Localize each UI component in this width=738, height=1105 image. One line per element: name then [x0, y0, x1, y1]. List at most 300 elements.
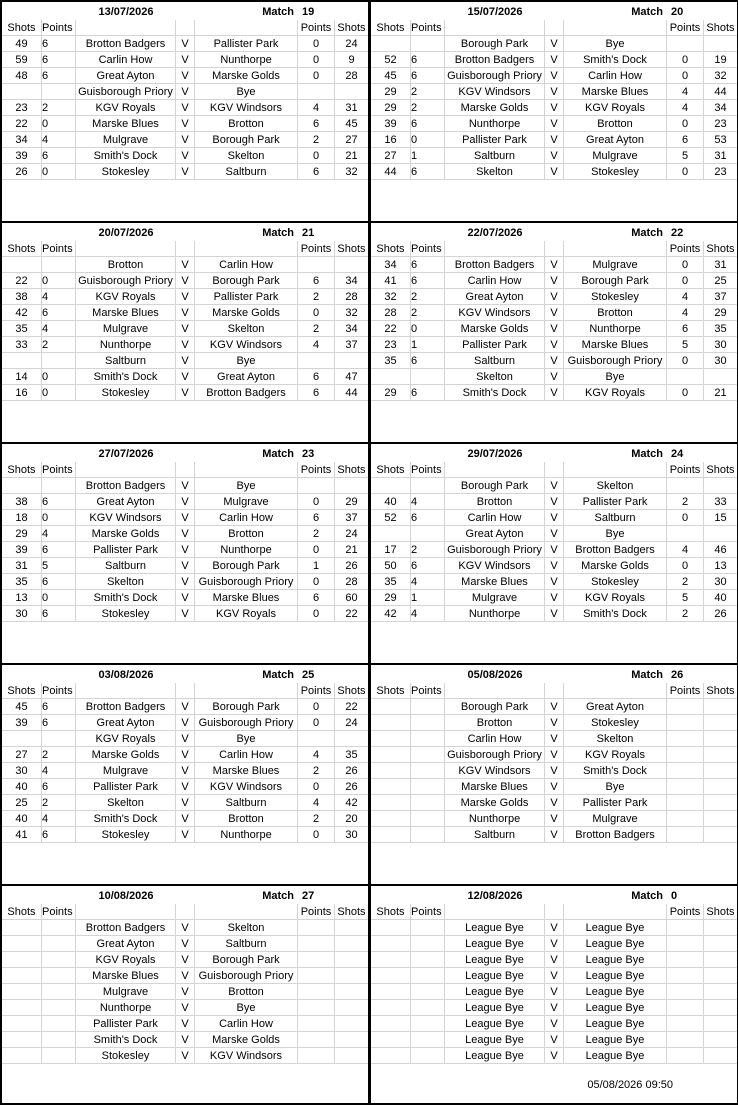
- versus: V: [545, 542, 564, 558]
- away-team: Carlin How: [195, 747, 298, 763]
- fixture-row: [2, 590, 368, 606]
- home-points: 6: [411, 385, 445, 401]
- away-shots: 29: [704, 305, 737, 321]
- versus: V: [545, 148, 564, 164]
- away-points: [667, 731, 704, 747]
- away-points: [667, 699, 704, 715]
- away-points: 4: [667, 289, 704, 305]
- away-shots: [335, 936, 368, 952]
- fixture-row: [371, 1000, 737, 1016]
- away-team: Saltburn: [195, 795, 298, 811]
- fixture-row: [371, 984, 737, 1000]
- versus: V: [176, 337, 195, 353]
- home-points: 6: [411, 558, 445, 574]
- home-team: Pallister Park: [76, 779, 176, 795]
- away-shots: [335, 257, 368, 273]
- away-shots: [704, 369, 737, 385]
- home-points: [411, 968, 445, 984]
- column-header-row: [2, 241, 368, 257]
- versus: V: [176, 558, 195, 574]
- home-shots: 17: [371, 542, 411, 558]
- home-team: League Bye: [445, 984, 545, 1000]
- away-points: 0: [298, 715, 335, 731]
- home-shots: 39: [371, 116, 411, 132]
- away-team: Bye: [564, 369, 667, 385]
- versus: V: [545, 968, 564, 984]
- away-shots: 29: [335, 494, 368, 510]
- home-team: Nunthorpe: [445, 811, 545, 827]
- match-date: 03/08/2026: [98, 669, 154, 681]
- home-points-header: Points: [411, 241, 445, 257]
- versus: V: [176, 84, 195, 100]
- home-team: Smith's Dock: [76, 369, 176, 385]
- away-team: Nunthorpe: [195, 52, 298, 68]
- away-team-header: [195, 20, 298, 36]
- versus: V: [176, 273, 195, 289]
- away-team: KGV Windsors: [195, 100, 298, 116]
- away-points: 2: [298, 763, 335, 779]
- away-points: 0: [298, 827, 335, 843]
- versus: V: [176, 1016, 195, 1032]
- home-points-header: Points: [411, 20, 445, 36]
- versus: V: [545, 52, 564, 68]
- away-team: Pallister Park: [564, 494, 667, 510]
- home-team: Guisborough Priory: [76, 84, 176, 100]
- home-points: [411, 715, 445, 731]
- away-points: [298, 84, 335, 100]
- away-shots: 27: [335, 132, 368, 148]
- away-team: Marske Golds: [564, 558, 667, 574]
- home-team: KGV Windsors: [76, 510, 176, 526]
- home-points: 6: [42, 715, 76, 731]
- away-shots: 28: [335, 574, 368, 590]
- home-team: Mulgrave: [76, 132, 176, 148]
- fixture-row: [2, 606, 368, 622]
- home-team: League Bye: [445, 1032, 545, 1048]
- away-points: [298, 952, 335, 968]
- fixture-row: [2, 779, 368, 795]
- home-team-header: [76, 462, 176, 478]
- away-shots: 24: [335, 36, 368, 52]
- home-team: League Bye: [445, 936, 545, 952]
- home-points: [411, 1048, 445, 1064]
- away-shots: 20: [335, 811, 368, 827]
- match-number: 20: [671, 6, 684, 18]
- home-points: [411, 827, 445, 843]
- home-points: 4: [42, 763, 76, 779]
- away-shots-header: Shots: [335, 20, 368, 36]
- home-shots: 45: [2, 699, 42, 715]
- away-points: 6: [298, 385, 335, 401]
- home-points: 2: [42, 100, 76, 116]
- fixture-row: [371, 590, 737, 606]
- versus: V: [176, 968, 195, 984]
- away-team: Guisborough Priory: [564, 353, 667, 369]
- block-title-row: [371, 446, 737, 462]
- versus: V: [176, 731, 195, 747]
- away-shots: [704, 731, 737, 747]
- home-shots: 16: [371, 132, 411, 148]
- away-points-header: Points: [298, 241, 335, 257]
- away-points: 0: [298, 494, 335, 510]
- away-team: Marske Golds: [195, 68, 298, 84]
- home-team: Smith's Dock: [76, 811, 176, 827]
- home-points: [411, 36, 445, 52]
- versus: V: [545, 984, 564, 1000]
- fixture-row: [2, 747, 368, 763]
- away-shots: [704, 36, 737, 52]
- home-team-header: [445, 462, 545, 478]
- away-points: 4: [298, 337, 335, 353]
- versus: V: [176, 353, 195, 369]
- home-team: Brotton: [445, 494, 545, 510]
- away-team: Brotton Badgers: [564, 827, 667, 843]
- away-shots: 30: [335, 827, 368, 843]
- away-shots: 22: [335, 606, 368, 622]
- away-shots: 30: [704, 353, 737, 369]
- home-shots: 39: [2, 715, 42, 731]
- away-team: Mulgrave: [564, 811, 667, 827]
- versus: V: [176, 715, 195, 731]
- away-points: 6: [298, 116, 335, 132]
- home-team: Marske Golds: [445, 321, 545, 337]
- fixture-row: [2, 510, 368, 526]
- block-title-row: [371, 4, 737, 20]
- match-number: 24: [671, 448, 684, 460]
- away-team: Marske Blues: [564, 337, 667, 353]
- home-points: [42, 1016, 76, 1032]
- away-team-header: [564, 904, 667, 920]
- away-shots: [704, 763, 737, 779]
- home-shots: [371, 478, 411, 494]
- home-team-header: [76, 683, 176, 699]
- away-points: [298, 257, 335, 273]
- away-team: KGV Royals: [564, 100, 667, 116]
- home-shots: 42: [2, 305, 42, 321]
- away-points: 0: [298, 606, 335, 622]
- home-team: Stokesley: [76, 164, 176, 180]
- away-points: 6: [298, 510, 335, 526]
- versus-header: [545, 462, 564, 478]
- versus: V: [545, 1000, 564, 1016]
- fixture-row: [371, 779, 737, 795]
- versus: V: [176, 148, 195, 164]
- home-team: League Bye: [445, 968, 545, 984]
- match-date: 20/07/2026: [98, 227, 154, 239]
- away-team: KGV Windsors: [195, 337, 298, 353]
- home-shots: 41: [371, 273, 411, 289]
- home-shots: [2, 984, 42, 1000]
- fixture-row: [2, 68, 368, 84]
- home-points: [411, 1016, 445, 1032]
- away-team-header: [195, 462, 298, 478]
- home-team-header: [445, 904, 545, 920]
- away-team: Smith's Dock: [564, 52, 667, 68]
- match-label: Match: [262, 448, 294, 460]
- away-team: Saltburn: [195, 936, 298, 952]
- away-team: Nunthorpe: [195, 827, 298, 843]
- home-team: Stokesley: [76, 827, 176, 843]
- fixture-block: [369, 663, 738, 886]
- home-team: KGV Windsors: [445, 763, 545, 779]
- block-title-row: [2, 888, 368, 904]
- away-team-header: [564, 683, 667, 699]
- home-team: League Bye: [445, 952, 545, 968]
- away-team: Brotton: [195, 984, 298, 1000]
- versus: V: [176, 795, 195, 811]
- home-team: Pallister Park: [76, 542, 176, 558]
- fixture-row: [371, 36, 737, 52]
- versus: V: [545, 811, 564, 827]
- versus-header: [545, 904, 564, 920]
- fixture-row: [371, 68, 737, 84]
- home-shots: [371, 715, 411, 731]
- fixture-block: [0, 0, 370, 223]
- away-shots: [704, 526, 737, 542]
- away-points: 4: [667, 305, 704, 321]
- fixture-row: [371, 558, 737, 574]
- home-team-header: [76, 241, 176, 257]
- away-points: [298, 968, 335, 984]
- away-shots: [704, 795, 737, 811]
- match-label: Match: [262, 227, 294, 239]
- away-points: 6: [298, 369, 335, 385]
- fixture-row: [2, 526, 368, 542]
- fixture-row: [2, 1048, 368, 1064]
- fixture-block: [369, 0, 738, 223]
- away-points: [667, 984, 704, 1000]
- away-points: 6: [298, 273, 335, 289]
- away-team: Carlin How: [564, 68, 667, 84]
- home-points: 6: [42, 52, 76, 68]
- versus: V: [176, 132, 195, 148]
- fixture-row: [371, 1032, 737, 1048]
- away-shots: 37: [335, 510, 368, 526]
- home-team: Great Ayton: [76, 68, 176, 84]
- away-points: [298, 1016, 335, 1032]
- fixture-row: [371, 305, 737, 321]
- home-points: 5: [42, 558, 76, 574]
- block-title-row: [371, 667, 737, 683]
- versus: V: [176, 779, 195, 795]
- home-team: Brotton Badgers: [76, 36, 176, 52]
- home-points: 6: [411, 68, 445, 84]
- away-shots: 30: [704, 574, 737, 590]
- away-shots: 60: [335, 590, 368, 606]
- home-team: Brotton Badgers: [76, 920, 176, 936]
- versus: V: [176, 52, 195, 68]
- fixture-row: [371, 100, 737, 116]
- home-team: League Bye: [445, 1016, 545, 1032]
- home-shots: [371, 1000, 411, 1016]
- block-title-row: [2, 667, 368, 683]
- fixture-block: [0, 884, 370, 1105]
- home-team-header: [445, 683, 545, 699]
- away-team-header: [564, 20, 667, 36]
- home-team: Carlin How: [76, 52, 176, 68]
- home-shots: 35: [2, 574, 42, 590]
- versus: V: [545, 321, 564, 337]
- away-points: 2: [667, 574, 704, 590]
- match-label: Match: [631, 6, 663, 18]
- fixture-row: [2, 148, 368, 164]
- away-team-header: [195, 683, 298, 699]
- away-points: 2: [667, 606, 704, 622]
- home-team: Marske Blues: [76, 116, 176, 132]
- away-shots: 25: [704, 273, 737, 289]
- home-team: Great Ayton: [445, 289, 545, 305]
- fixture-row: [2, 795, 368, 811]
- away-shots: 22: [335, 699, 368, 715]
- fixture-row: [371, 952, 737, 968]
- away-points: 0: [298, 36, 335, 52]
- versus: V: [176, 478, 195, 494]
- away-points-header: Points: [298, 683, 335, 699]
- away-team: Smith's Dock: [564, 606, 667, 622]
- away-points: 5: [667, 148, 704, 164]
- away-team: Guisborough Priory: [195, 574, 298, 590]
- away-team: Brotton: [195, 811, 298, 827]
- home-team: Carlin How: [445, 731, 545, 747]
- fixture-row: [2, 936, 368, 952]
- away-team: KGV Royals: [564, 385, 667, 401]
- fixture-row: [371, 699, 737, 715]
- away-shots-header: Shots: [704, 241, 737, 257]
- away-team: Marske Golds: [195, 1032, 298, 1048]
- home-points: 0: [42, 273, 76, 289]
- home-team: Great Ayton: [445, 526, 545, 542]
- home-team: Smith's Dock: [76, 148, 176, 164]
- home-shots: 23: [2, 100, 42, 116]
- fixture-block: [369, 221, 738, 444]
- fixture-row: [2, 558, 368, 574]
- home-points: 2: [411, 289, 445, 305]
- away-shots-header: Shots: [335, 241, 368, 257]
- home-shots: 29: [371, 84, 411, 100]
- versus: V: [545, 164, 564, 180]
- fixture-row: [2, 715, 368, 731]
- away-shots: [704, 811, 737, 827]
- home-shots: [371, 811, 411, 827]
- away-team: Bye: [195, 478, 298, 494]
- away-shots: 23: [704, 116, 737, 132]
- away-team: Bye: [195, 353, 298, 369]
- home-team: Brotton Badgers: [445, 52, 545, 68]
- away-points: 0: [298, 305, 335, 321]
- fixture-row: [2, 337, 368, 353]
- fixture-row: [371, 510, 737, 526]
- home-points-header: Points: [42, 241, 76, 257]
- home-points: [411, 795, 445, 811]
- fixture-row: [2, 164, 368, 180]
- away-team: Great Ayton: [564, 132, 667, 148]
- away-team: Borough Park: [195, 132, 298, 148]
- versus: V: [176, 574, 195, 590]
- fixture-row: [2, 827, 368, 843]
- home-points: [42, 968, 76, 984]
- away-team: Stokesley: [564, 164, 667, 180]
- fixture-row: [2, 478, 368, 494]
- away-team: League Bye: [564, 936, 667, 952]
- versus: V: [176, 1048, 195, 1064]
- away-points: 4: [667, 100, 704, 116]
- home-shots: [371, 1048, 411, 1064]
- home-points: 2: [411, 542, 445, 558]
- away-points-header: Points: [667, 904, 704, 920]
- home-shots: 22: [371, 321, 411, 337]
- away-shots: 32: [335, 164, 368, 180]
- versus: V: [545, 132, 564, 148]
- versus: V: [176, 494, 195, 510]
- home-points: 0: [42, 164, 76, 180]
- block-title-row: [371, 888, 737, 904]
- home-points: 1: [411, 337, 445, 353]
- versus: V: [545, 68, 564, 84]
- home-shots-header: Shots: [371, 241, 411, 257]
- away-points: 2: [298, 289, 335, 305]
- home-shots: [371, 827, 411, 843]
- away-shots: [335, 1048, 368, 1064]
- away-team: Borough Park: [195, 699, 298, 715]
- fixture-row: [371, 827, 737, 843]
- away-shots: 13: [704, 558, 737, 574]
- away-team: Carlin How: [195, 510, 298, 526]
- away-team: Skelton: [564, 731, 667, 747]
- versus: V: [176, 590, 195, 606]
- home-shots: 27: [2, 747, 42, 763]
- fixture-row: [371, 52, 737, 68]
- away-points: [298, 1032, 335, 1048]
- home-points: [42, 353, 76, 369]
- away-team: Bye: [564, 779, 667, 795]
- away-team: League Bye: [564, 1016, 667, 1032]
- away-team: KGV Royals: [564, 747, 667, 763]
- away-points: [298, 936, 335, 952]
- home-team: Saltburn: [76, 353, 176, 369]
- away-points: 0: [298, 148, 335, 164]
- home-shots: [371, 369, 411, 385]
- versus: V: [545, 795, 564, 811]
- away-team: Bye: [195, 731, 298, 747]
- away-points: [667, 795, 704, 811]
- home-team: Great Ayton: [76, 715, 176, 731]
- away-points: 2: [298, 526, 335, 542]
- home-points: 6: [42, 68, 76, 84]
- away-points: [667, 968, 704, 984]
- home-team: KGV Windsors: [445, 84, 545, 100]
- away-shots: [704, 952, 737, 968]
- away-team: League Bye: [564, 1000, 667, 1016]
- away-shots: [704, 968, 737, 984]
- versus: V: [545, 747, 564, 763]
- home-team: Skelton: [76, 574, 176, 590]
- versus: V: [176, 936, 195, 952]
- match-date: 29/07/2026: [467, 448, 523, 460]
- home-points: [42, 984, 76, 1000]
- home-team: Brotton: [76, 257, 176, 273]
- fixture-row: [2, 353, 368, 369]
- away-points: 0: [667, 68, 704, 84]
- home-team-header: [76, 904, 176, 920]
- away-points-header: Points: [667, 683, 704, 699]
- away-points: 4: [298, 795, 335, 811]
- away-points: 0: [667, 116, 704, 132]
- match-label: Match: [631, 448, 663, 460]
- home-shots: 18: [2, 510, 42, 526]
- home-points: 6: [411, 273, 445, 289]
- home-shots: 22: [2, 273, 42, 289]
- fixture-row: [371, 116, 737, 132]
